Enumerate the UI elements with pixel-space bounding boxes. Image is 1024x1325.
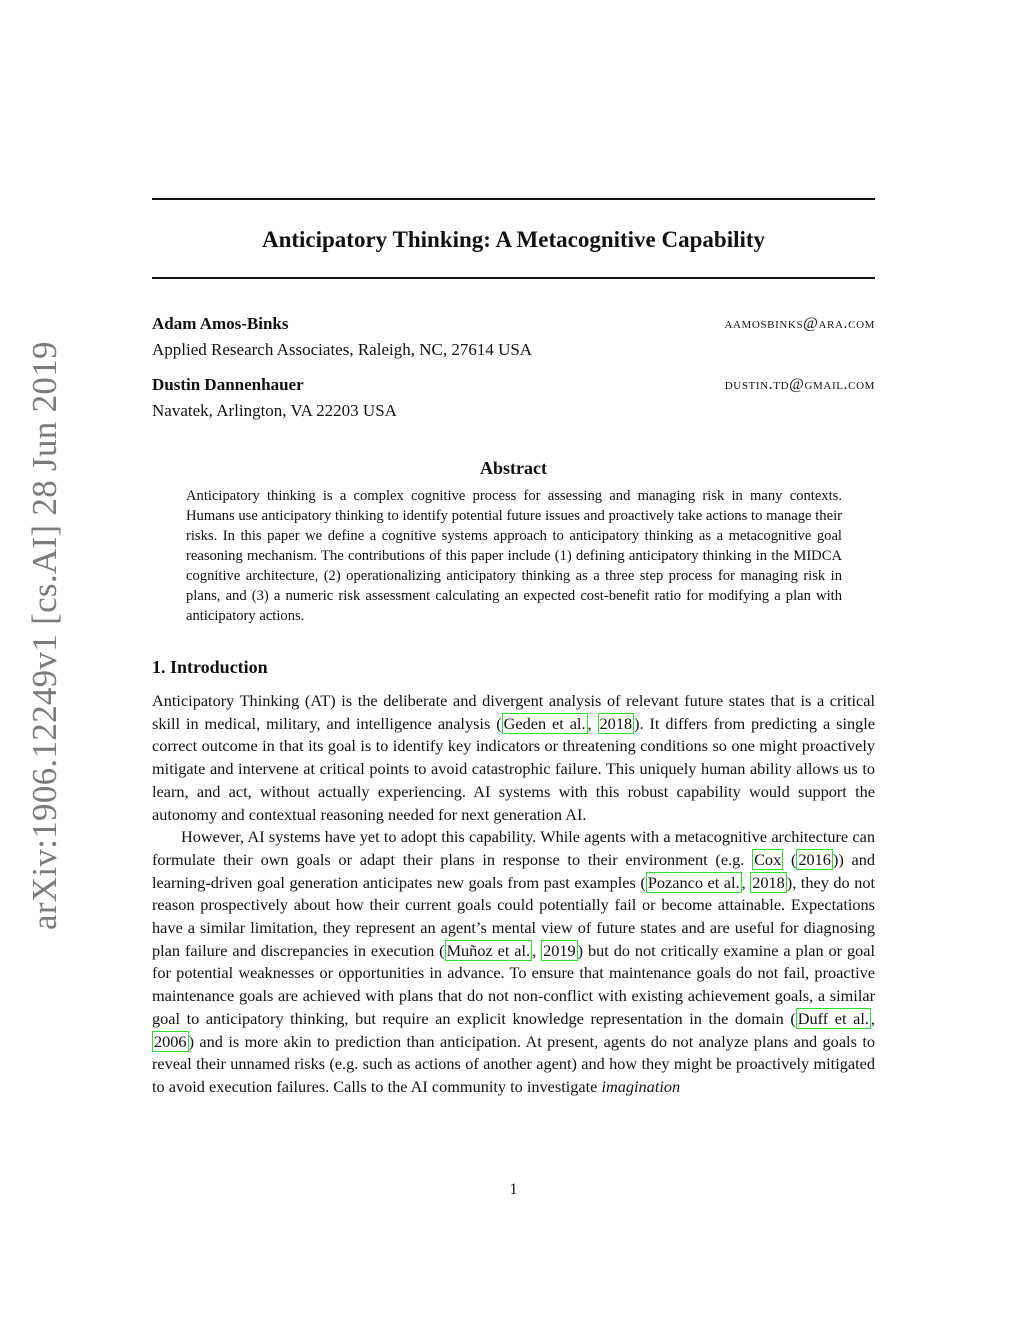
citation-link[interactable]: Cox [754,849,782,869]
author-name: Adam Amos-Binks [152,314,289,333]
citation-link[interactable]: 2016 [798,849,831,869]
page-number: 1 [509,1181,518,1198]
citation-link[interactable]: 2019 [543,940,576,960]
author-email[interactable]: aamosbinks@ara.com [724,315,875,332]
paper-title: Anticipatory Thinking: A Metacognitive Capability [261,227,766,252]
author-name: Dustin Dannenhauer [152,375,304,394]
author-block-1 [152,312,875,362]
body-text [152,690,875,1099]
author-affiliation: Applied Research Associates, Raleigh, NC, 27614 USA [152,340,533,359]
citation-link[interactable]: Geden et al. [503,713,586,733]
citation-link[interactable]: 2006 [154,1031,187,1051]
author-affiliation: Navatek, Arlington, VA 22203 USA [152,401,397,420]
arxiv-stamp: arXiv:1906.12249v1 [cs.AI] 28 Jun 2019 [25,341,64,930]
paragraph: However, AI systems have yet to adopt this capability. While agents with a metacognitive architecture can formulate their own goals or adapt their plans in response to their environment (e.g. Cox ( 2016 )) and learning-driven goal generation anticipates new goals from past examples ( Pozanco et al. , 2018 ), they do not reason prospectively about how their current goals could potentially fail or become attainable. Expectations have a similar limitation, they represent an agent’s mental view of future states and are useful for diagnosing plan failure and discrepancies in execution ( Muñoz et al. , 2019 ) but do not critically examine a plan or goal for potential weaknesses or opportunities in advance. To ensure that maintenance goals do not fail, proactive maintenance goals are achieved with plans that do not non-conflict with existing achievement goals, a similar goal to anticipatory thinking, but require an explicit knowledge representation in the domain ( Duff et al. , 2006 ) and is more akin to prediction than anticipation. At present, agents do not analyze plans and goals to reveal their unnamed risks (e.g. such as actions of another agent) and how they might be proactively mitigated to avoid execution failures. Calls to the AI community to investigate imagination [152,827,876,1096]
title-rule-top [152,198,875,200]
paragraph: Anticipatory Thinking (AT) is the deliberate and divergent analysis of relevant future states that is a critical skill in medical, military, and intelligence analysis ( Geden et al. , 2018 ). It differs from predicting a single correct outcome in that its goal is to identify key indicators or threatening conditions so one might proactively mitigate and intervene at critical points to avoid catastrophic failure. This uniquely human ability allows us to learn, and act, without actually experiencing. AI systems with this robust capability would support the autonomy and contextual reasoning needed for next generation AI. [152,691,876,824]
author-block-2 [152,373,875,423]
citation-link[interactable]: Muñoz et al. [446,940,531,960]
section-heading: 1. Introduction [152,657,268,677]
title-rule-bottom [152,277,875,279]
citation-link[interactable]: 2018 [599,713,633,733]
abstract-text: Anticipatory thinking is a complex cognitive process for assessing and managing risk in many contexts. Humans use anticipatory thinking to identify potential future issues and proactively take actions to manage their risks. In this paper we define a cognitive systems approach to anticipatory thinking as a metacognitive goal reasoning mechanism. The contributions of this paper include (1) defining anticipatory thinking in the MIDCA cognitive architecture, (2) operationalizing anticipatory thinking as a three step process for managing risk in plans, and (3) a numeric risk assessment calculating an expected cost-benefit ratio for modifying a plan with anticipatory actions. [186,488,842,624]
abstract-heading: Abstract [480,458,547,478]
citation-link[interactable]: Duff et al. [797,1008,869,1028]
citation-link[interactable]: Pozanco et al. [647,872,740,892]
author-email[interactable]: dustin.td@gmail.com [724,376,875,393]
citation-link[interactable]: 2018 [752,872,785,892]
